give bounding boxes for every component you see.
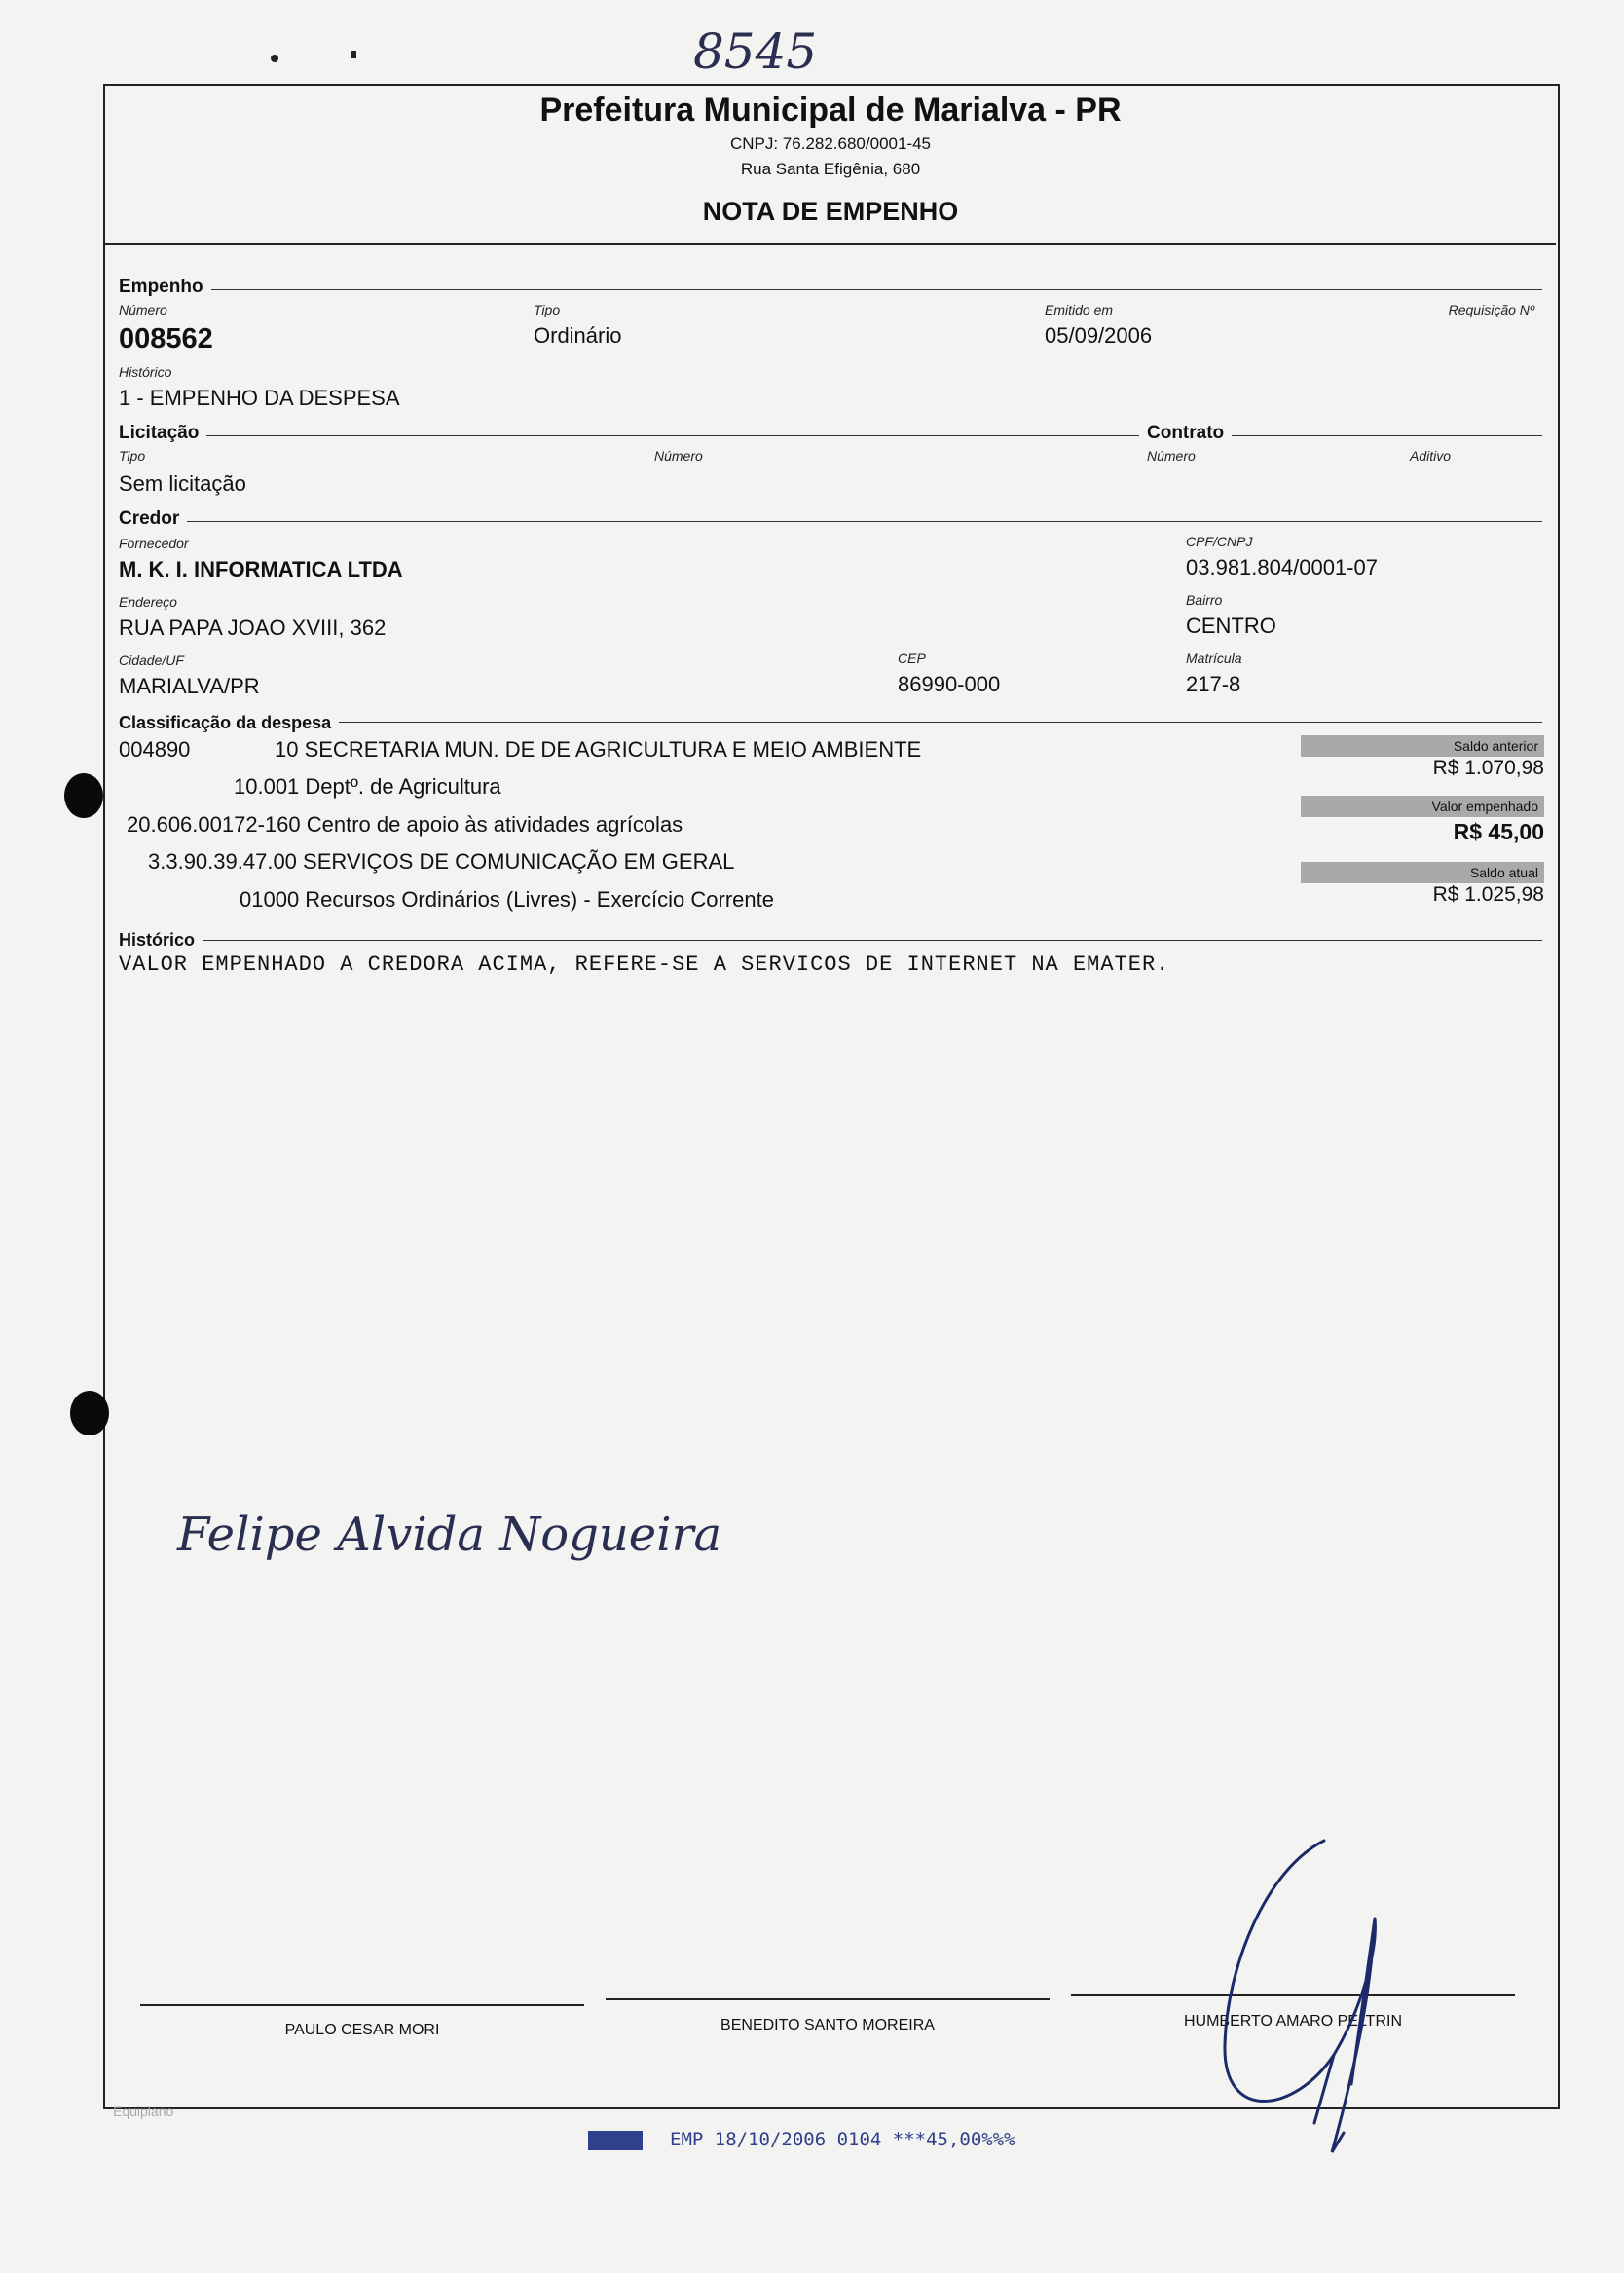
signature-name-2: BENEDITO SANTO MOREIRA bbox=[720, 2017, 935, 2033]
historico-label: Histórico bbox=[119, 364, 172, 380]
matricula-value: 217-8 bbox=[1186, 672, 1241, 696]
valor-empenhado-value: R$ 45,00 bbox=[1453, 819, 1544, 844]
section-credor: Credor bbox=[119, 508, 187, 530]
signature-line bbox=[606, 1998, 1050, 2000]
contrato-numero-label: Número bbox=[1147, 448, 1196, 464]
section-contrato: Contrato bbox=[1139, 423, 1232, 444]
cidade-value: MARIALVA/PR bbox=[119, 674, 260, 698]
empenho-historico: 1 - EMPENHO DA DESPESA bbox=[119, 386, 400, 410]
requisicao-label: Requisição Nº bbox=[1448, 302, 1534, 317]
endereco-label: Endereço bbox=[119, 594, 177, 610]
fornecedor-name: M. K. I. INFORMATICA LTDA bbox=[119, 557, 403, 581]
cpf-label: CPF/CNPJ bbox=[1186, 534, 1253, 549]
signature-line bbox=[140, 2004, 584, 2006]
cnpj-line: CNPJ: 76.282.680/0001-45 bbox=[729, 134, 932, 153]
scan-speck bbox=[351, 51, 356, 58]
bairro-value: CENTRO bbox=[1186, 614, 1276, 638]
section-empenho: Empenho bbox=[119, 277, 211, 298]
valor-empenhado-label: Valor empenhado bbox=[1301, 796, 1544, 817]
saldo-atual-value: R$ 1.025,98 bbox=[1432, 883, 1544, 906]
handwritten-signature: Felipe Alvida Nogueira bbox=[177, 1508, 722, 1562]
bairro-label: Bairro bbox=[1186, 592, 1223, 608]
address-line: Rua Santa Efigênia, 680 bbox=[740, 160, 921, 178]
licitacao-tipo: Sem licitação bbox=[119, 471, 246, 496]
footer-stamp: EMP 18/10/2006 0104 ***45,00%%% bbox=[670, 2129, 1015, 2150]
cep-value: 86990-000 bbox=[898, 672, 1001, 696]
signature-name-3: HUMBERTO AMARO PELTRIN bbox=[1183, 2013, 1403, 2030]
document-title: NOTA DE EMPENHO bbox=[702, 197, 959, 226]
endereco-value: RUA PAPA JOAO XVIII, 362 bbox=[119, 615, 387, 640]
cidade-label: Cidade/UF bbox=[119, 652, 184, 668]
numero-label: Número bbox=[119, 302, 167, 317]
saldo-anterior-value: R$ 1.070,98 bbox=[1432, 757, 1544, 779]
classificacao-orgao: 10 SECRETARIA MUN. DE DE AGRICULTURA E MEIO AMBIENTE bbox=[275, 737, 922, 762]
punch-hole bbox=[70, 1391, 109, 1435]
signature-name-1: PAULO CESAR MORI bbox=[284, 2022, 440, 2038]
saldo-atual-label: Saldo atual bbox=[1301, 862, 1544, 883]
classificacao-unidade: 10.001 Deptº. de Agricultura bbox=[234, 774, 501, 799]
classificacao-elemento: 3.3.90.39.47.00 SERVIÇOS DE COMUNICAÇÃO EM GERAL bbox=[148, 849, 735, 874]
matricula-label: Matrícula bbox=[1186, 651, 1242, 666]
empenho-numero: 008562 bbox=[119, 323, 213, 354]
scribble-signature-icon bbox=[1207, 1831, 1412, 2172]
empenho-tipo: Ordinário bbox=[534, 323, 622, 348]
software-mark: Equiplano bbox=[113, 2104, 174, 2119]
section-rule bbox=[119, 289, 1542, 290]
punch-hole bbox=[64, 773, 103, 818]
licitacao-numero-label: Número bbox=[654, 448, 703, 464]
section-rule bbox=[119, 940, 1542, 941]
classificacao-code: 004890 bbox=[119, 737, 191, 762]
section-rule bbox=[119, 435, 1542, 436]
section-historico: Histórico bbox=[119, 930, 203, 950]
header-divider bbox=[105, 243, 1556, 245]
section-classificacao: Classificação da despesa bbox=[119, 713, 339, 733]
emitido-label: Emitido em bbox=[1045, 302, 1114, 317]
stamp-logo bbox=[588, 2131, 643, 2150]
section-licitacao: Licitação bbox=[119, 423, 206, 444]
emitido-date: 05/09/2006 bbox=[1045, 323, 1153, 348]
licitacao-tipo-label: Tipo bbox=[119, 448, 146, 464]
tipo-label: Tipo bbox=[534, 302, 561, 317]
fornecedor-label: Fornecedor bbox=[119, 536, 189, 551]
page-title: Prefeitura Municipal de Marialva - PR bbox=[539, 92, 1122, 129]
saldo-anterior-label: Saldo anterior bbox=[1301, 735, 1544, 757]
section-rule bbox=[119, 521, 1542, 522]
cpf-value: 03.981.804/0001-07 bbox=[1186, 555, 1378, 579]
historico-text: VALOR EMPENHADO A CREDORA ACIMA, REFERE-SE A SERVICOS DE INTERNET NA EMATER. bbox=[119, 952, 1170, 977]
cep-label: CEP bbox=[898, 651, 926, 666]
classificacao-recurso: 01000 Recursos Ordinários (Livres) - Exercício Corrente bbox=[240, 887, 774, 912]
scan-speck bbox=[271, 55, 278, 62]
classificacao-funcional: 20.606.00172-160 Centro de apoio às atividades agrícolas bbox=[127, 812, 683, 837]
handwritten-number: 8545 bbox=[693, 23, 818, 80]
contrato-aditivo-label: Aditivo bbox=[1410, 448, 1452, 464]
